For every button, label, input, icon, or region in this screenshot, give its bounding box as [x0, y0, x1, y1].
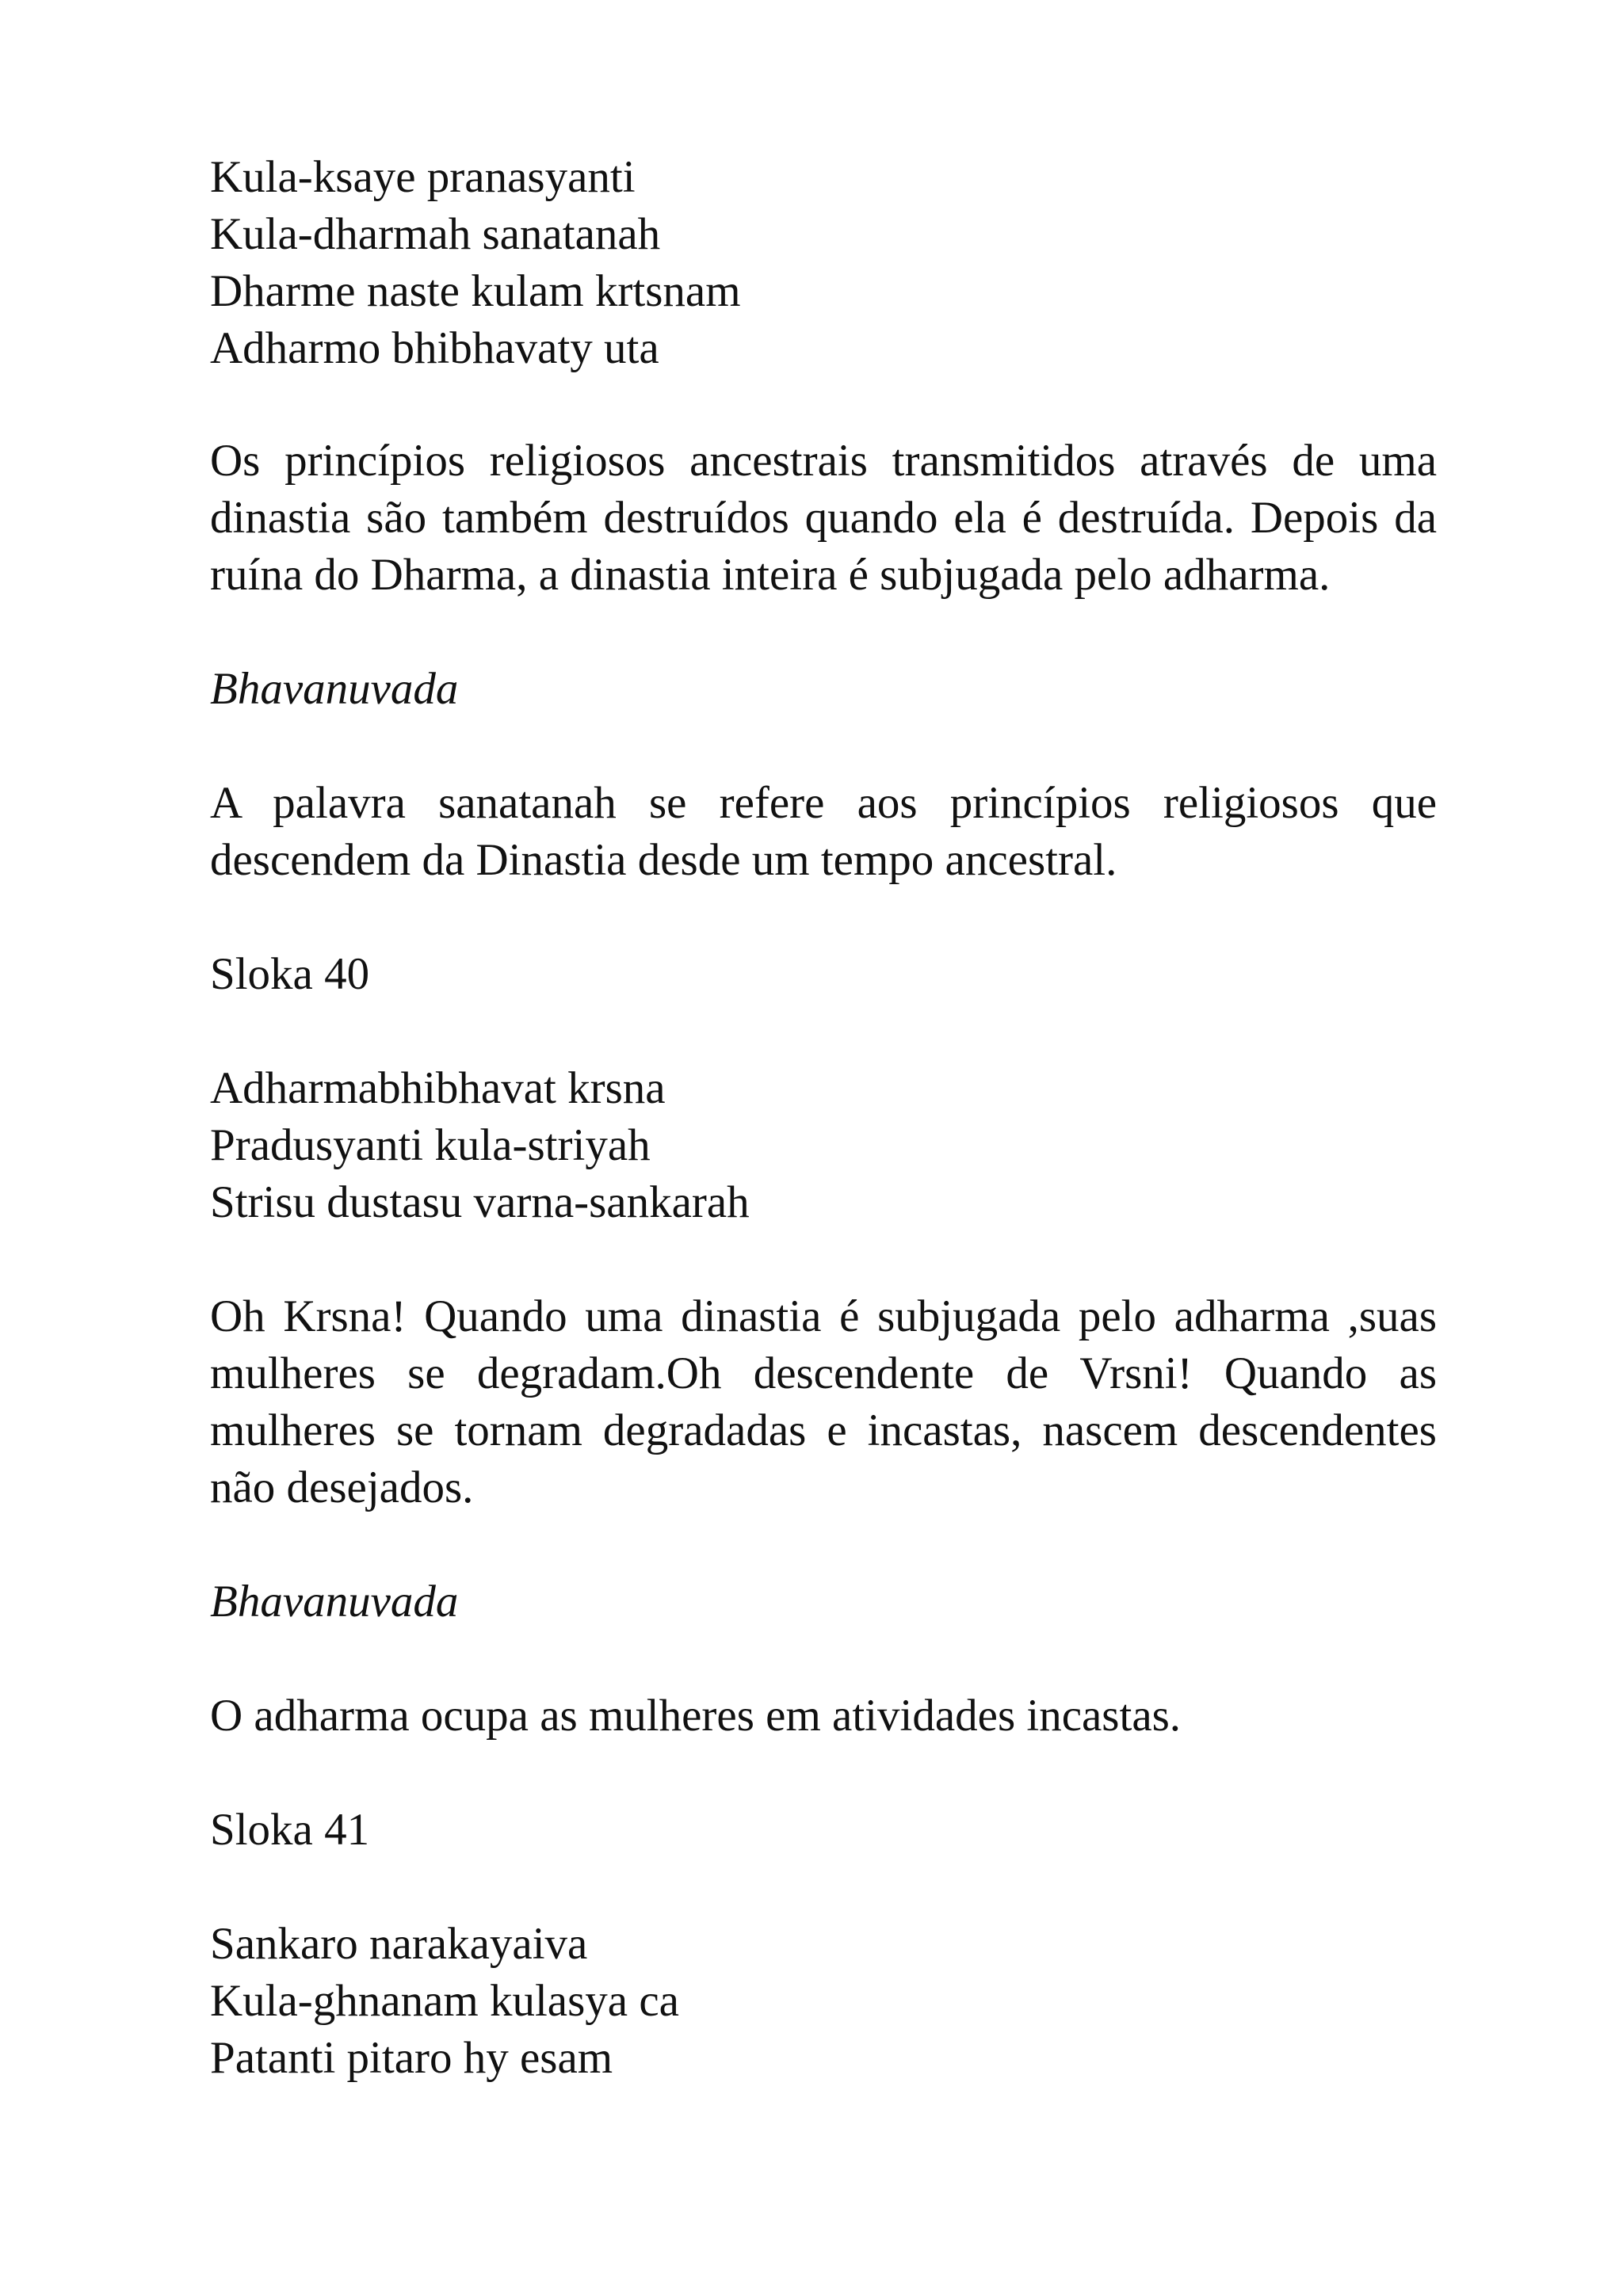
verse-line: Patanti pitaro hy esam — [210, 2033, 613, 2083]
verse-line: Kula-ksaye pranasyanti — [210, 152, 636, 202]
verse-line: Strisu dustasu varna-sankarah — [210, 1177, 750, 1227]
verse-line: Kula-dharmah sanatanah — [210, 209, 661, 259]
verse-40-sanskrit — [210, 1060, 1437, 1231]
verse-line: Adharmabhibhavat krsna — [210, 1063, 666, 1113]
verse-line: Adharmo bhibhavaty uta — [210, 323, 659, 373]
verse-40-heading: Sloka 40 — [210, 949, 370, 999]
document-page — [210, 149, 1437, 2087]
verse-41-sanskrit — [210, 1916, 1437, 2087]
verse-39-commentary: A palavra sanatanah se refere aos princípios religiosos que descendem da Dinastia desde um tempo ancestral. — [210, 778, 1437, 885]
verse-line: Dharme naste kulam krtsnam — [210, 266, 741, 316]
verse-40-translation: Oh Krsna! Quando uma dinastia é subjugada pelo adharma ,suas mulheres se degradam.Oh descendente de Vrsni! Quando as mulheres se tornam degradadas e incastas, nascem descendentes não desejados. — [210, 1291, 1437, 1512]
verse-line: Pradusyanti kula-striyah — [210, 1120, 651, 1170]
verse-39-commentary-heading: Bhavanuvada — [210, 664, 459, 714]
verse-40-commentary: O adharma ocupa as mulheres em atividades incastas. — [210, 1691, 1182, 1741]
verse-40-commentary-heading: Bhavanuvada — [210, 1577, 459, 1627]
verse-line: Sankaro narakayaiva — [210, 1919, 588, 1969]
verse-39-sanskrit — [210, 149, 1437, 377]
verse-line: Kula-ghnanam kulasya ca — [210, 1976, 679, 2026]
verse-41-heading: Sloka 41 — [210, 1805, 370, 1855]
verse-39-translation: Os princípios religiosos ancestrais transmitidos através de uma dinastia são também destruídos quando ela é destruída. Depois da ruína do Dharma, a dinastia inteira é subjugada pelo adharma. — [210, 436, 1437, 600]
